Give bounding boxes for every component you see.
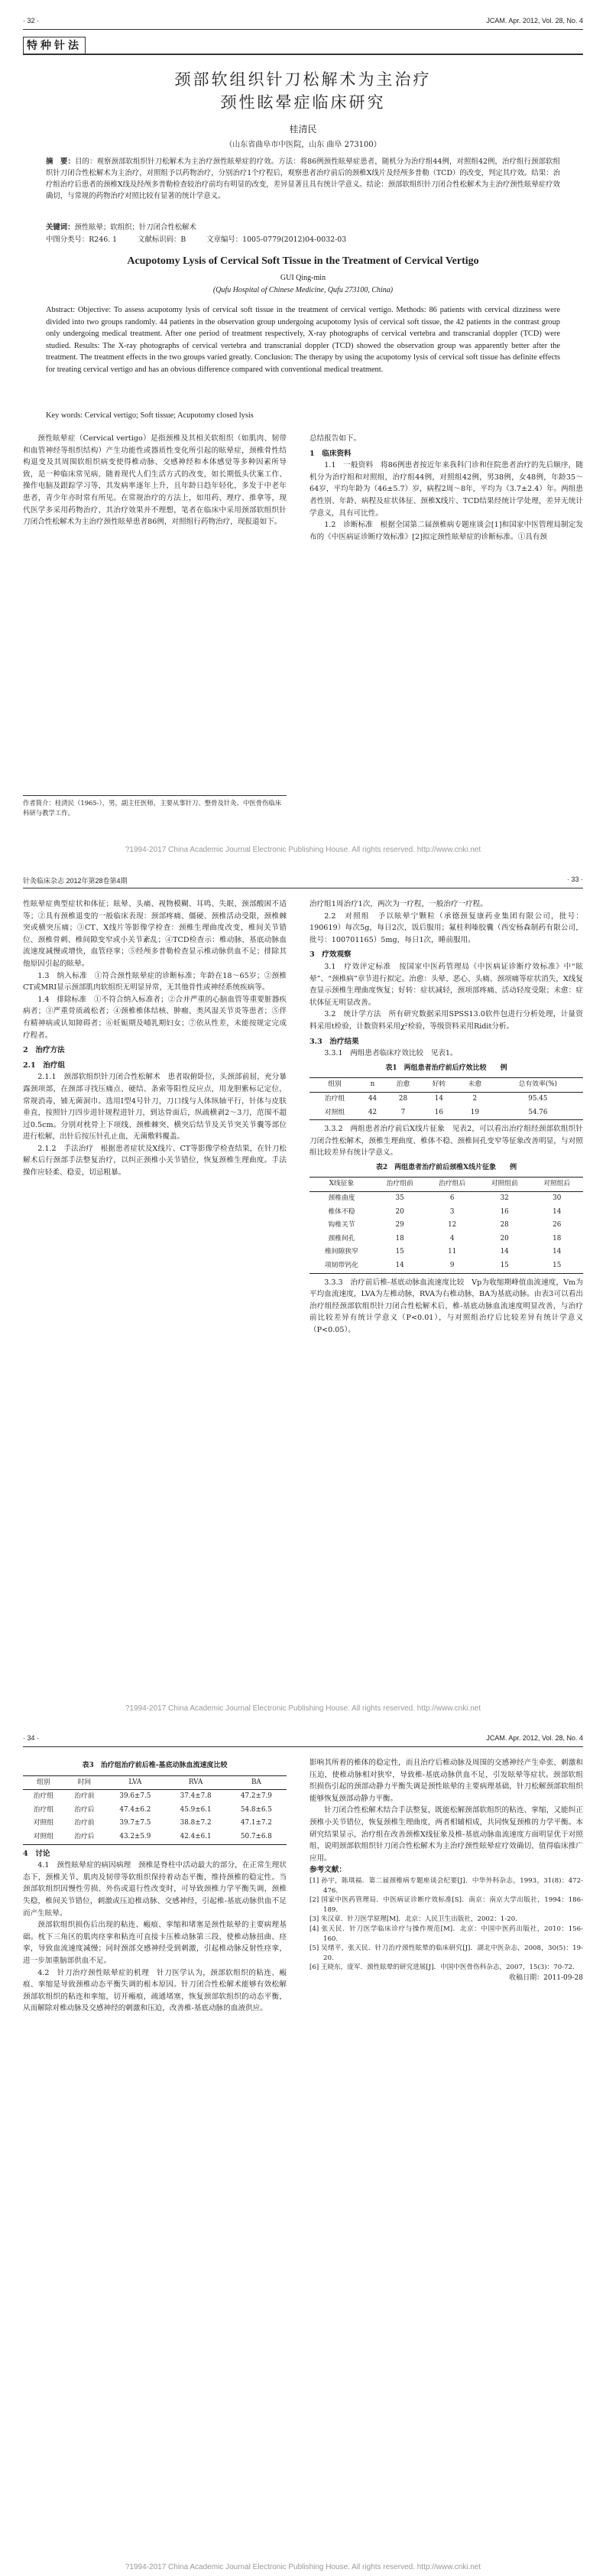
section-heading: 2 治疗方法 xyxy=(23,1046,65,1055)
section-heading: 3.3 治疗结果 xyxy=(309,1037,359,1046)
table-cell: 42.4±6.1 xyxy=(165,1830,225,1844)
table-cell: 28 xyxy=(500,1221,509,1230)
article-number: 文章编号：1005-0779(2012)04-0032-03 xyxy=(206,236,347,244)
table-row xyxy=(23,1804,287,1817)
page-number: · 32 · xyxy=(23,17,40,24)
paragraph: 2.1.2 手法治疗 根据患者症状及X线片、CT等影像学检查结果，在针刀松解术后行颈部手法整复治疗，以纠正颈椎小关节错位，恢复颈椎生理曲度。手法操作应轻柔、稳妥，切忌粗暴。 xyxy=(23,1144,287,1178)
table-cell: 47.1±7.2 xyxy=(240,1819,272,1827)
keywords-text: 颈性眩晕；软组织；针刀闭合性松解术 xyxy=(74,223,196,232)
section-heading: 1 临床资料 xyxy=(309,449,352,458)
table-cell: 19 xyxy=(457,1106,493,1120)
table-cell: 37.4±7.8 xyxy=(180,1792,212,1801)
section-heading: 4 讨论 xyxy=(23,1849,50,1858)
page-footer: ?1994-2017 China Academic Journal Electronic Publishing House. All rights reserved. http://www.cnki.net xyxy=(125,2563,481,2571)
table-cell: 47.2±7.9 xyxy=(240,1792,272,1801)
reference-item: [4] 张天民．针刀医学临床诊疗与操作规范[M]．北京：中国中医药出版社，2010：156-160． xyxy=(309,1925,583,1943)
p3-right-column xyxy=(309,1757,583,1984)
table-cell: 项韧带钙化 xyxy=(309,1259,374,1273)
table-cell: 32 xyxy=(500,1194,509,1203)
table-cell: 14 xyxy=(500,1248,509,1256)
paragraph: 针刀闭合性松解术结合手法整复，既能松解颈部软组织的粘连、挛缩，又能纠正颈椎小关节错位，恢复颈椎生理曲度，两者相辅相成，共同恢复颈椎的力学平衡。本研究结果显示，治疗组在改善颈椎X线征象及椎-基底动脉血流速度方面明显优于对照组，说明颈部软组织针刀闭合性松解术为主治疗颈性眩晕症疗效确切，值得临床推广应用。 xyxy=(309,1806,583,1863)
table-header: 治疗组后 xyxy=(426,1178,478,1192)
table-2-caption: 表2 两组患者治疗前后颈椎X线片征象 例 xyxy=(375,1163,517,1171)
table-row xyxy=(309,1106,583,1120)
table-3-caption: 表3 治疗组治疗前后椎-基底动脉血流速度比较 xyxy=(82,1762,228,1769)
journal-info: JCAM. Apr. 2012, Vol. 28, No. 4 xyxy=(486,1734,583,1742)
page-number: · 33 · xyxy=(566,875,583,883)
table-cell: 54.8±6.5 xyxy=(240,1805,272,1814)
page-footer: ?1994-2017 China Academic Journal Electronic Publishing House. All rights reserved. http://www.cnki.net xyxy=(125,846,481,854)
section-label: 特种针法 xyxy=(23,37,86,55)
table-1-caption: 表1 两组患者治疗前后疗效比较 例 xyxy=(385,1064,507,1072)
p2-right-column xyxy=(309,898,583,1337)
intro-paragraph: 颈性眩晕症（Cervical vertigo）是指颈椎及其相关软组织（如肌肉、韧带和血管神经等组织结构）产生功能性或器质性变化所引起的眩晕症，颈椎骨性结构退变及其周围软组织病变使得椎动脉、交感神经和本体感觉等多种因素所导致，是一种临床常见病，随着现代人们生活方式的改变，如长期低头伏案工作、操作电脑及跟踪学习等，其发病率逐年上升，且年龄日趋年轻化，多发于中老年患者，青少年亦时常有所见。在常规治疗的方法上，如用药、理疗、推拿等，现代医学多采用药物治疗，其治疗效果并不理想，笔者在临床中采用颈部软组织针刀闭合性松解术为主治疗颈性眩晕患者86例，对照组行药物治疗，现报道如下。 xyxy=(23,434,287,527)
table-cell: 治疗前 xyxy=(74,1819,95,1827)
table-cell: 35 xyxy=(395,1194,404,1203)
reference-item: [2] 国家中医药管理局．中医病证诊断疗效标准[S]．南京：南京大学出版社，1994：186-189． xyxy=(309,1896,583,1914)
table-cell: 颈椎间孔 xyxy=(328,1234,355,1243)
p3-left-column xyxy=(23,1757,287,2015)
journal-info: JCAM. Apr. 2012, Vol. 28, No. 4 xyxy=(486,17,583,24)
table-2 xyxy=(309,1177,583,1273)
table-cell: 4 xyxy=(449,1234,455,1243)
paragraph: 3.3.1 两组患者临床疗效比较 见表1。 xyxy=(324,1049,458,1058)
table-cell: 治疗后 xyxy=(74,1805,95,1814)
table-cell: 对照组 xyxy=(309,1106,360,1120)
english-affiliation: (Qufu Hospital of Chinese Medicine, Qufu 273100, China) xyxy=(212,286,394,294)
keywords xyxy=(46,222,560,233)
paragraph: 性眩晕症典型症状和体征；眩晕、头痛、视物模糊、耳鸣、失眠、颈部酸困不适等；②具有颈椎退变的一般临床表现：颈部疼痛、僵硬、颈椎活动受限，颈椎棘突或横突压痛；③CT、X线片等影像学检查：颈椎生理曲度改变，椎间关节错位、颈椎骨刺、椎间隙变窄或小关节紊乱；④TCD检查示：椎动脉、基底动脉血流速度减慢或增快，血管痉挛；⑤经颅多普勒检查显示椎动脉供血不足；排除其他原因引起的眩晕。 xyxy=(23,900,287,968)
table-cell: 治疗组 xyxy=(33,1792,53,1801)
references-heading: 参考文献： xyxy=(309,1866,346,1875)
english-author: GUI Qing-min xyxy=(280,274,326,282)
abstract-label: 摘 要： xyxy=(46,158,76,166)
table-row xyxy=(309,1192,583,1206)
table-cell: 18 xyxy=(553,1234,562,1243)
page-footer: ?1994-2017 China Academic Journal Electronic Publishing House. All rights reserved. http://www.cnki.net xyxy=(125,1704,481,1713)
table-header: 好转 xyxy=(421,1078,457,1093)
table-cell: 椎间隙狭窄 xyxy=(324,1248,358,1256)
table-cell: 28 xyxy=(398,1094,408,1103)
table-cell: 95.45 xyxy=(528,1094,548,1103)
table-header: 治疗组前 xyxy=(374,1178,426,1192)
table-cell: 治疗组 xyxy=(33,1805,53,1814)
table-row xyxy=(23,1790,287,1804)
table-3 xyxy=(23,1775,287,1845)
table-cell: 29 xyxy=(395,1221,404,1230)
table-cell: 30 xyxy=(553,1194,562,1203)
table-cell: 11 xyxy=(448,1248,457,1256)
page-header xyxy=(23,1734,583,1747)
table-cell: 47.4±6.2 xyxy=(119,1805,151,1814)
article-title-line-1: 颈部软组织针刀松解术为主治疗 xyxy=(174,70,432,89)
abstract xyxy=(46,156,560,202)
paragraph: 2.2 对照组 予以眩晕宁颗粒（承德颈复康药业集团有限公司，批号：190619）每次5g，每日2次，饭后服用；氟桂利嗪胶囊（西安杨森制药有限公司，批号：100701165）5mg，每日1次，睡前服用。 xyxy=(309,911,583,944)
table-cell: 椎体不稳 xyxy=(328,1207,355,1216)
english-abstract: Abstract: Objective: To assess acupotomy lysis of cervical soft tissue in the treatment of cervical vertigo. Methods: 86 patients with cervical dizziness were divided into two groups randomly. 44 patients in the observation group undergoing acupotomy lysis of cervical soft tissue, the 42 patients in the contrast group only undergoing medical treatment. After one period of treatment respectively, X-ray photographs of cervical vertebra and transcranial doppler (TCD) were studied. Results: The X-ray photographs of cervical vertebra and transcranial doppler (TCD) showed the observation group was apparently better after the treatment. The treatment effects in the two groups varied greatly. Conclusion: The therapy by using the acupotomy lysis of cervical soft tissue has definite effects for treating cervical vertigo and has an obvious difference compared with conventional medical treatment. xyxy=(46,306,560,374)
table-header: 时间 xyxy=(64,1775,105,1790)
table-cell: 18 xyxy=(395,1234,404,1243)
paragraph: 总结报告如下。 xyxy=(309,434,361,443)
table-3-body xyxy=(23,1790,287,1844)
table-row xyxy=(309,1206,583,1220)
table-cell: 14 xyxy=(434,1094,443,1103)
table-row xyxy=(309,1246,583,1259)
section-heading: 3 疗效观察 xyxy=(309,950,352,960)
table-cell: 44 xyxy=(368,1094,378,1103)
table-cell: 14 xyxy=(553,1248,562,1256)
table-header: LVA xyxy=(105,1775,165,1790)
reference-item: [3] 朱汉章．针刀医学原理[M]．北京：人民卫生出版社，2002：1-20． xyxy=(309,1915,522,1924)
paragraph: 3.1 疗效评定标准 按国家中医药管理局《中医病证诊断疗效标准》中“眩晕”、“颈椎病”章节进行拟定。治愈：头晕、恶心、头痛、颈项痛等症状消失，X线复查显示颈椎生理曲度恢复；好转：症状减轻，颈项部疼痛、活动轻度受限；未愈：症状体征无明显改善。 xyxy=(309,962,583,1007)
table-header: 治愈 xyxy=(385,1078,421,1093)
p1-right-column xyxy=(309,433,583,543)
table-cell: 治疗后 xyxy=(64,1830,105,1844)
page-number: · 34 · xyxy=(23,1734,40,1742)
table-cell: 7 xyxy=(385,1106,421,1120)
paragraph: 1.2 诊断标准 根据全国第二届颈椎病专题座谈会[1]和国家中医管理局制定发布的《中医病证诊断疗效标准》[2]拟定颈性眩晕症的诊断标准。①具有颈 xyxy=(309,521,583,541)
table-cell: 颈椎曲度 xyxy=(328,1194,355,1203)
table-cell: 39.7±7.5 xyxy=(119,1819,151,1827)
table-row xyxy=(309,1092,583,1106)
table-header: X线征象 xyxy=(309,1178,374,1192)
table-cell: 42 xyxy=(360,1106,385,1120)
p2-left-column xyxy=(23,898,287,1179)
paragraph: 1.4 排除标准 ①不符合纳入标准者；②合并严重的心脑血管等重要脏器疾病者；③严重骨质疏松者；④颈椎椎体结核、肿瘤、类风湿关节炎等患者；⑤伴有精神病或认知障碍者；⑥妊娠期及哺乳期妇女；⑦依从性差，未能按规定完成疗程者。 xyxy=(23,995,287,1040)
table-header: BA xyxy=(226,1775,287,1790)
table-cell: 16 xyxy=(421,1106,457,1120)
reference-item: [6] 王晓东，庞军．颈性眩晕的研究进展[J]．中国中医骨伤科杂志，2007，15(3)：70-72． xyxy=(309,1964,579,1972)
page-3 xyxy=(0,1717,606,2576)
table-cell: 38.8±7.2 xyxy=(180,1819,212,1827)
paragraph: 3.3.3 治疗前后椎-基底动脉血流速度比较 Vp为收缩期峰值血流速度，Vm为平均血流速度，LVA为左椎动脉，RVA为右椎动脉，BA为基底动脉。由表3可以看出治疗组经颈部软组织针刀闭合性松解术后，椎-基底动脉血流速度明显改善，与治疗前比较差异有统计学意义（P<0.01），与对照组治疗后比较差异有统计学意义（P<0.05）。 xyxy=(309,1278,583,1334)
paragraph: 颈部软组织损伤后出现的粘连、瘢痕、挛缩和堵塞是颈性眩晕的主要病理基础。枕下三角区的肌肉痉挛和粘连可直接卡压椎动脉第三段，使椎动脉扭曲、痉挛，导致血流速度减慢；同时颈部交感神经受到刺激，引起椎动脉反射性痉挛，进一步加重脑部供血不足。 xyxy=(23,1921,287,1965)
paragraph: 4.1 颈性眩晕症的病因病理 颈椎是脊柱中活动最大的部分，在正常生理状态下，颈椎关节、肌肉及韧带等软组织保持着动态平衡，维持颈椎的稳定性。当颈部软组织因慢性劳损、外伤或退行性改变时，可导致颈椎力学平衡失调，颈椎失稳，椎间关节错位，刺激或压迫椎动脉、交感神经，引起椎-基底动脉供血不足而产生眩晕。 xyxy=(23,1861,287,1918)
paragraph: 3.3.2 两组患者治疗前后X线片征象 见表2，可以看出治疗组经颈部软组织针刀闭合性松解术，颈椎生理曲度、椎体不稳、颈椎间孔变窄等征象改善明显，与对照组比较差异有统计学意义。 xyxy=(309,1125,583,1158)
article-title-line-2: 颈性眩晕症临床研究 xyxy=(220,93,386,112)
affiliation: （山东省曲阜市中医院，山东 曲阜 273100） xyxy=(225,141,381,149)
table-cell: 14 xyxy=(374,1259,426,1273)
table-cell: 20 xyxy=(500,1234,509,1243)
table-cell: 20 xyxy=(395,1207,404,1216)
paragraph: 影响其所着的椎体的稳定性，而且治疗后椎动脉及周围的交感神经产生牵张、刺激和压迫，使椎动脉相对狭窄，导致椎-基底动脉供血不足，引发眩晕等症状。颈部软组织损伤引起的颈部动静力平衡失调是颈性眩晕的主要病理基础，针刀松解颈部软组织能够恢复颈部动静力平衡。 xyxy=(309,1759,583,1803)
table-cell: 45.9±6.1 xyxy=(180,1805,212,1814)
page-1 xyxy=(0,0,606,859)
table-header: n xyxy=(360,1078,385,1093)
keywords-label: 关键词： xyxy=(46,223,75,232)
table-cell: 50.7±6.8 xyxy=(226,1830,287,1844)
paragraph: 2.1.1 颈部软组织针刀闭合性松解术 患者取俯卧位，头颈部前屈，充分暴露颈项部，在颈部寻找压痛点、硬结、条索等阳性反应点，用龙胆紫标记定位，常规消毒，铺无菌洞巾。选用Ⅰ型4号针刀，刀口线与人体纵轴平行，针体与皮肤垂直，按照针刀四步进针规程进针刀，到达骨面后，纵疏横剥2～3刀，范围不超过0.5cm。分别对枕骨上下项线、颈椎棘突、横突后结节及关节突关节囊等部位进行松解，出针后按压针孔止血，无菌敷料覆盖。 xyxy=(23,1073,287,1142)
received-date: 收稿日期：2011-09-28 xyxy=(509,1973,583,1982)
table-1 xyxy=(309,1077,583,1120)
english-title: Acupotomy Lysis of Cervical Soft Tissue in the Treatment of Cervical Vertigo xyxy=(127,255,479,267)
table-row xyxy=(309,1259,583,1273)
doc-code: 文献标识码：B xyxy=(138,236,186,244)
table-cell: 15 xyxy=(395,1248,404,1256)
section-divider xyxy=(23,54,583,55)
table-header: 组别 xyxy=(23,1775,64,1790)
table-cell: 15 xyxy=(478,1259,531,1273)
reference-item: [5] 吴绪平，张天民．针刀治疗颈性眩晕的临床研究[J]．湖北中医杂志，2008，30(5)：19-20． xyxy=(309,1944,583,1962)
table-row xyxy=(23,1830,287,1844)
table-cell: 39.6±7.5 xyxy=(119,1792,151,1801)
table-row xyxy=(309,1233,583,1246)
table-cell: 14 xyxy=(553,1207,562,1216)
page-header xyxy=(23,17,583,30)
table-cell: 治疗组 xyxy=(324,1094,345,1103)
table-row xyxy=(23,1817,287,1830)
table-row xyxy=(309,1219,583,1233)
table-cell: 6 xyxy=(449,1194,455,1203)
section-heading: 2.1 治疗组 xyxy=(23,1061,66,1070)
table-header: RVA xyxy=(165,1775,225,1790)
table-cell: 9 xyxy=(426,1259,478,1273)
table-cell: 钩椎关节 xyxy=(328,1221,355,1230)
page-2 xyxy=(0,859,606,1717)
p1-left-column xyxy=(23,433,287,528)
paragraph: 4.2 针刀治疗颈性眩晕症的机理 针刀医学认为，颈部软组织的粘连、瘢痕、挛缩是导致颈椎动态平衡失调的根本原因。针刀闭合性松解术能够有效松解颈部软组织的粘连和挛缩，切开瘢痕，疏通堵塞，恢复颈部软组织的动态平衡，从而解除对椎动脉及交感神经的刺激和压迫，改善椎-基底动脉的血液供应。 xyxy=(23,1968,287,2013)
journal-info: 针灸临床杂志 2012年第28卷第4期 xyxy=(23,877,128,885)
paragraph: 1.1 一般资料 将86例患者按近年来我科门诊和住院患者治疗的先后顺序，随机分为治疗组和对照组，治疗组44例，对照组42例，男38例，女48例，年龄35～64岁，平均年龄为（46±5.7）岁，病程2周～8年，平均为（3.7±2.4）年。两组患者性别、年龄、病程及症状体征、颈椎X线片、TCD结果经统计学处理，差异无统计学意义，具有可比性。 xyxy=(309,461,583,518)
table-header: 对照组后 xyxy=(530,1178,583,1192)
english-keywords: Key words: Cervical vertigo; Soft tissue; Acupotomy closed lysis xyxy=(46,411,254,420)
table-cell: 26 xyxy=(553,1221,562,1230)
table-cell: 3 xyxy=(449,1207,455,1216)
paragraph: 3.2 统计学方法 所有研究数据采用SPSS13.0软件包进行分析处理，计量资料采用t检验，计数资料采用χ²检验，等级资料采用Ridit分析。 xyxy=(309,1010,583,1031)
abstract-text: 目的：观察颈部软组织针刀松解术为主治疗颈性眩晕症的疗效。方法：将86例颈性眩晕症患者，随机分为治疗组44例，对照组42例，治疗组行颈部软组织针刀闭合性松解术为主治疗，对照组予以药物治疗，分别治疗1个疗程后，观察患者治疗前后的颈椎X线片及经颅多普勒（TCD）的改变，判定其疗效。结果：治疗组治疗后患者的颈椎X线及经颅多普勒检查较治疗前均有明显的改变，差异显著且具有统计学意义。结论：颈部软组织针刀闭合性松解术为主治疗颈性眩晕症疗效确切，与常规的药物治疗对照比较有显著的统计学意义。 xyxy=(46,158,560,200)
table-2-body xyxy=(309,1192,583,1274)
table-cell: 54.76 xyxy=(493,1106,583,1120)
table-header: 组别 xyxy=(309,1078,360,1093)
table-header: 对照组前 xyxy=(478,1178,531,1192)
page-header xyxy=(23,875,583,888)
author: 桂清民 xyxy=(289,124,317,135)
table-cell: 治疗前 xyxy=(74,1792,95,1801)
table-cell: 对照组 xyxy=(23,1830,64,1844)
table-cell: 12 xyxy=(448,1221,457,1230)
paragraph: 治疗组1周治疗1次，两次为一疗程，一般治疗一疗程。 xyxy=(309,900,488,908)
table-cell: 15 xyxy=(530,1259,583,1273)
table-cell: 16 xyxy=(500,1207,509,1216)
paragraph: 1.3 纳入标准 ①符合颈性眩晕症的诊断标准；年龄在18～65岁；②颈椎CT或MRI显示颈部肌肉软组织无明显异常，无其他骨性或神经系统疾病等。 xyxy=(23,971,287,992)
author-footnote: 作者简介：桂清民（1965-），男，副主任医师，主要从事针刀、整骨及针灸、中医骨伤临床科研与教学工作。 xyxy=(23,795,287,818)
table-cell: 对照组 xyxy=(33,1819,53,1827)
clc-number: 中图分类号：R246. 1 xyxy=(46,236,118,244)
table-header: 未愈 xyxy=(457,1078,493,1093)
table-header: 总有效率(%) xyxy=(493,1078,583,1093)
table-cell: 2 xyxy=(472,1094,478,1103)
classification-line xyxy=(46,234,560,245)
reference-item: [1] 孙宇，陈琪福．第二届颈椎病专题座谈会纪要[J]．中华外科杂志，1993，31(8)：472-476． xyxy=(309,1876,583,1895)
table-cell: 43.2±5.9 xyxy=(105,1830,165,1844)
